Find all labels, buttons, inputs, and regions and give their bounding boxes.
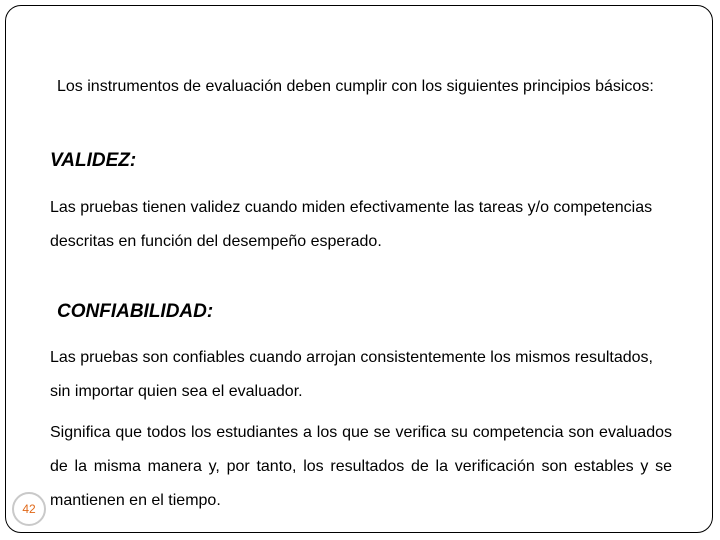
validez-text: Las pruebas tienen validez cuando miden efectivamente las tareas y/o competencias descritas en función del desempeño esperado. (50, 199, 653, 250)
confiabilidad-text: Las pruebas son confiables cuando arrojan consistentemente los mismos resultados, sin importar quien sea el evaluador. (50, 349, 653, 400)
intro-text: Los instrumentos de evaluación deben cumplir con los siguientes principios básicos: (57, 78, 654, 95)
validez-heading: VALIDEZ: (50, 150, 137, 171)
page-number-badge: 42 (12, 492, 46, 526)
confiabilidad-detail-text: Significa que todos los estudiantes a los que se verifica su competencia son evaluados de la misma manera y, por tanto, los resultados de la verificación son estables y se mantienen en el tiempo. (50, 424, 672, 509)
confiabilidad-heading: CONFIABILIDAD: (57, 301, 214, 322)
